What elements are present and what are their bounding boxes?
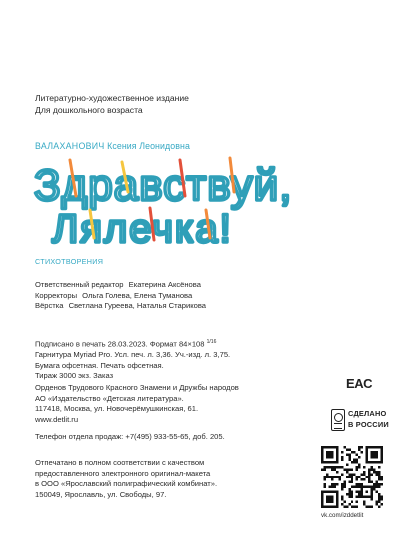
author-name <box>35 141 190 151</box>
eac-mark-text: EAC <box>346 376 372 391</box>
credit-label: Ответственный редактор <box>35 280 124 289</box>
publisher-line: 117418, Москва, ул. Новочерёмушкинская, 61. <box>35 404 199 413</box>
print-run: Тираж 3000 экз. Заказ <box>35 371 114 381</box>
printer-line: Отпечатано в полном соответствии с качеством <box>35 458 205 467</box>
publisher-info <box>35 383 239 425</box>
edition-type: Литературно-художественное издание <box>35 93 189 103</box>
credit-label: Вёрстка <box>35 301 64 310</box>
print-typeface: Гарнитура Myriad Pro. Усл. печ. л. 3,36. Уч.-изд. л. 3,75. <box>35 350 231 360</box>
publisher-line: Орденов Трудового Красного Знамени и Дружбы народов <box>35 383 239 392</box>
printer-line: 150049, Ярославль, ул. Свободы, 97. <box>35 489 167 499</box>
made-in-russia-badge <box>331 409 387 431</box>
publisher-line: АО «Издательство «Детская литература». <box>35 393 184 403</box>
publisher-website[interactable]: www.detlit.ru <box>35 414 79 424</box>
printer-line: предоставленного электронного оригинал-макета <box>35 468 211 478</box>
title-line-2-text: Лялечка! <box>52 207 233 251</box>
author-surname: ВАЛАХАНОВИЧ <box>35 141 105 151</box>
printer-info <box>35 458 217 500</box>
age-category: Для дошкольного возраста <box>35 104 143 115</box>
credit-value: Ольга Голева, Елена Туманова <box>82 290 193 300</box>
qr-code-modules <box>321 446 383 508</box>
made-in-russia-text <box>348 409 389 430</box>
print-format-text: Подписано в печать 28.03.2023. Формат 84×108 <box>35 339 205 349</box>
qr-code-icon[interactable] <box>321 446 383 508</box>
credit-value: Екатерина Аксёнова <box>128 280 201 289</box>
print-format-fraction: 1/16 <box>206 339 217 345</box>
qr-caption[interactable]: vk.com/izddetlit <box>321 512 364 519</box>
credit-label: Корректоры <box>35 290 78 300</box>
book-title-lettering <box>30 152 293 252</box>
credit-proofreaders <box>35 291 206 302</box>
credits <box>35 280 206 312</box>
made-in-russia-line-2: В РОССИИ <box>348 419 389 429</box>
credit-layout <box>35 301 206 312</box>
author-given-names: Ксения Леонидовна <box>107 141 190 151</box>
sales-phone: Телефон отдела продаж: +7(495) 933-55-65, доб. 205. <box>35 432 225 441</box>
edition-info <box>35 93 189 116</box>
genre-label: СТИХОТВОРЕНИЯ <box>35 257 104 266</box>
credit-editor <box>35 280 206 291</box>
print-details <box>35 337 230 382</box>
credit-value: Светлана Гуреева, Наталья Старикова <box>68 301 207 310</box>
made-in-russia-icon <box>331 409 345 431</box>
title-line-1-text: Здравствуй, <box>34 161 293 210</box>
made-in-russia-line-1: СДЕЛАНО <box>348 409 387 418</box>
eac-mark-icon <box>348 376 370 390</box>
printer-line: в ООО «Ярославский полиграфический комбинат». <box>35 479 218 488</box>
print-signed-format <box>35 337 230 350</box>
print-paper: Бумага офсетная. Печать офсетная. <box>35 360 164 370</box>
